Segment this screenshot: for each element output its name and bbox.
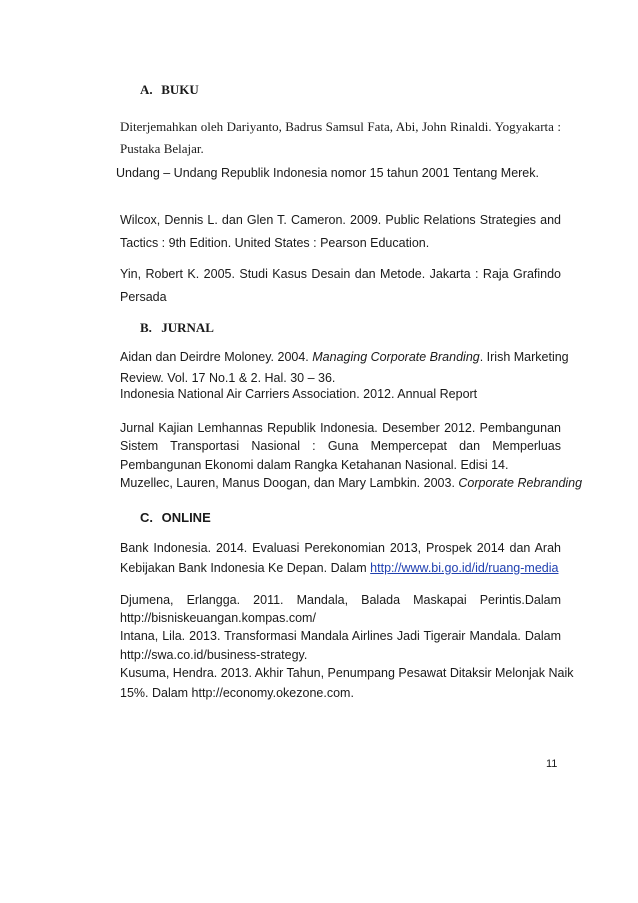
ref-buku-1-line1: Diterjemahkan oleh Dariyanto, Badrus Samsul Fata, Abi, John Rinaldi. Yogyakarta : (120, 119, 561, 134)
section-title: JURNAL (161, 320, 214, 335)
ref-buku-4-line2: Persada (120, 290, 167, 304)
ref-buku-3-line1: Wilcox, Dennis L. dan Glen T. Cameron. 2009. Public Relations Strategies and (120, 213, 561, 227)
ref-online-intana-line1: Intana, Lila. 2013. Transformasi Mandala Airlines Jadi Tigerair Mandala. Dalam (120, 629, 561, 643)
section-heading-jurnal (140, 320, 214, 336)
ref-buku-2: Undang – Undang Republik Indonesia nomor 15 tahun 2001 Tentang Merek. (116, 166, 539, 180)
ref-text: Kebijakan Bank Indonesia Ke Depan. Dalam (120, 561, 371, 575)
ref-jurnal-aidan-line2: Review. Vol. 17 No.1 & 2. Hal. 30 – 36. (120, 371, 336, 385)
ref-text: . Irish Marketing (479, 350, 569, 364)
section-title: ONLINE (161, 510, 211, 525)
section-letter: C. (140, 510, 153, 525)
page-number: 11 (546, 758, 558, 770)
ref-text: Muzellec, Lauren, Manus Doogan, dan Mary Lambkin. 2003. (120, 476, 459, 490)
ref-jurnal-lemhannas-line3: Pembangunan Ekonomi dalam Rangka Ketahanan Nasional. Edisi 14. (120, 458, 509, 472)
ref-online-djumena-line1: Djumena, Erlangga. 2011. Mandala, Balada Maskapai Perintis.Dalam (120, 593, 561, 607)
ref-buku-1-line2: Pustaka Belajar. (120, 141, 204, 156)
ref-online-djumena-line2: http://bisniskeuangan.kompas.com/ (120, 611, 316, 625)
ref-text: Aidan dan Deirdre Moloney. 2004. (120, 350, 313, 364)
ref-online-intana-line2: http://swa.co.id/business-strategy. (120, 648, 308, 662)
ref-buku-4-line1: Yin, Robert K. 2005. Studi Kasus Desain dan Metode. Jakarta : Raja Grafindo (120, 267, 561, 281)
ref-jurnal-lemhannas-line1: Jurnal Kajian Lemhannas Republik Indonesia. Desember 2012. Pembangunan (120, 421, 561, 435)
section-title: BUKU (161, 82, 199, 97)
ref-online-kusuma-line2: 15%. Dalam http://economy.okezone.com. (120, 686, 354, 700)
ref-online-kusuma-line1: Kusuma, Hendra. 2013. Akhir Tahun, Penumpang Pesawat Ditaksir Melonjak Naik (120, 666, 574, 680)
ref-jurnal-lemhannas-line2: Sistem Transportasi Nasional : Guna Mempercepat dan Memperluas (120, 439, 561, 453)
ref-online-bi-line1: Bank Indonesia. 2014. Evaluasi Perekonomian 2013, Prospek 2014 dan Arah (120, 541, 561, 555)
section-letter: B. (140, 320, 152, 335)
ref-jurnal-muzellec (120, 476, 582, 490)
section-heading-buku (140, 82, 199, 98)
section-letter: A. (140, 82, 153, 97)
ref-title-italic: Corporate Rebranding (458, 476, 583, 490)
ref-jurnal-aidan-line1 (120, 350, 569, 364)
ref-title-italic: Managing Corporate Branding (312, 350, 480, 364)
bi-ruang-media-link[interactable]: http://www.bi.go.id/id/ruang-media (370, 561, 559, 575)
ref-buku-3-line2: Tactics : 9th Edition. United States : Pearson Education. (120, 236, 430, 250)
ref-jurnal-inaca: Indonesia National Air Carriers Association. 2012. Annual Report (120, 387, 478, 401)
ref-online-bi-line2 (120, 561, 558, 575)
section-heading-online (140, 510, 211, 525)
